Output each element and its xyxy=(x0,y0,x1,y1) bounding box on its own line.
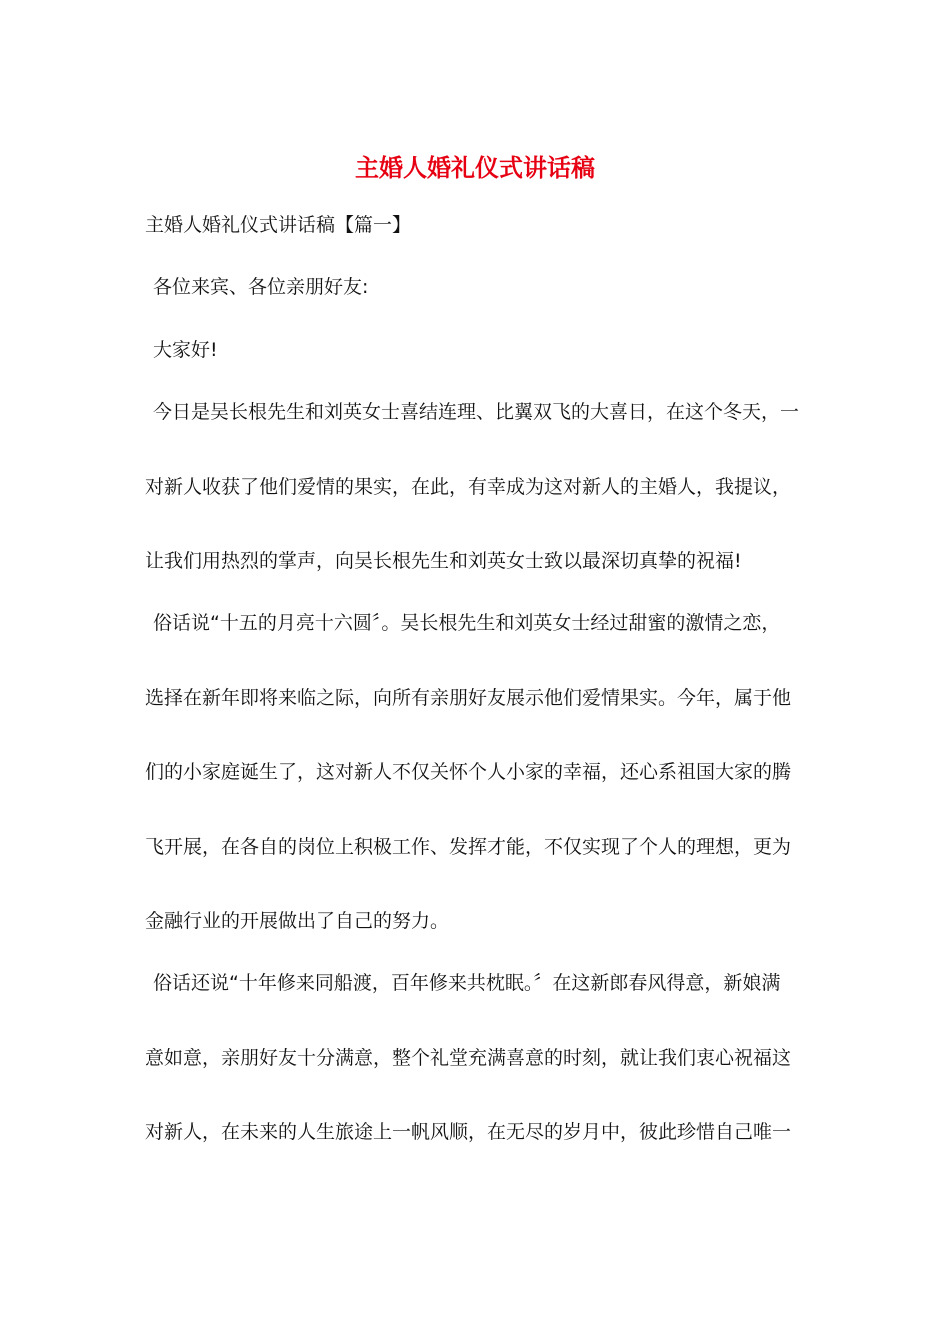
body-line: 今日是吴长根先生和刘英女士喜结连理、比翼双飞的大喜日，在这个冬天，一 xyxy=(153,401,800,423)
body-line: 们的小家庭诞生了，这对新人不仅关怀个人小家的幸福，还心系祖国大家的腾 xyxy=(145,761,792,783)
body-line: 金融行业的开展做出了自己的努力。 xyxy=(145,910,450,932)
greeting-line: 大家好! xyxy=(153,339,218,361)
section-heading: 主婚人婚礼仪式讲话稿【篇一】 xyxy=(145,214,412,236)
body-line: 飞开展，在各自的岗位上积极工作、发挥才能，不仅实现了个人的理想，更为 xyxy=(145,836,792,858)
body-line: 意如意，亲朋好友十分满意，整个礼堂充满喜意的时刻，就让我们衷心祝福这 xyxy=(145,1047,792,1069)
body-line: 对新人，在未来的人生旅途上一帆风顺，在无尽的岁月中，彼此珍惜自己唯一 xyxy=(145,1121,792,1143)
body-line: 俗话说“十五的月亮十六圆〞。吴长根先生和刘英女士经过甜蜜的激情之恋， xyxy=(153,612,781,634)
salutation-line: 各位来宾、各位亲朋好友: xyxy=(153,276,369,298)
body-line: 俗话还说“十年修来同船渡，百年修来共枕眠。〞在这新郎春风得意，新娘满 xyxy=(153,972,781,994)
body-line: 对新人收获了他们爱情的果实，在此，有幸成为这对新人的主婚人，我提议， xyxy=(145,476,792,498)
document-title: 主婚人婚礼仪式讲话稿 xyxy=(355,153,595,182)
body-line: 让我们用热烈的掌声，向吴长根先生和刘英女士致以最深切真挚的祝福! xyxy=(145,550,742,572)
body-line: 选择在新年即将来临之际，向所有亲朋好友展示他们爱情果实。今年，属于他 xyxy=(145,687,792,709)
